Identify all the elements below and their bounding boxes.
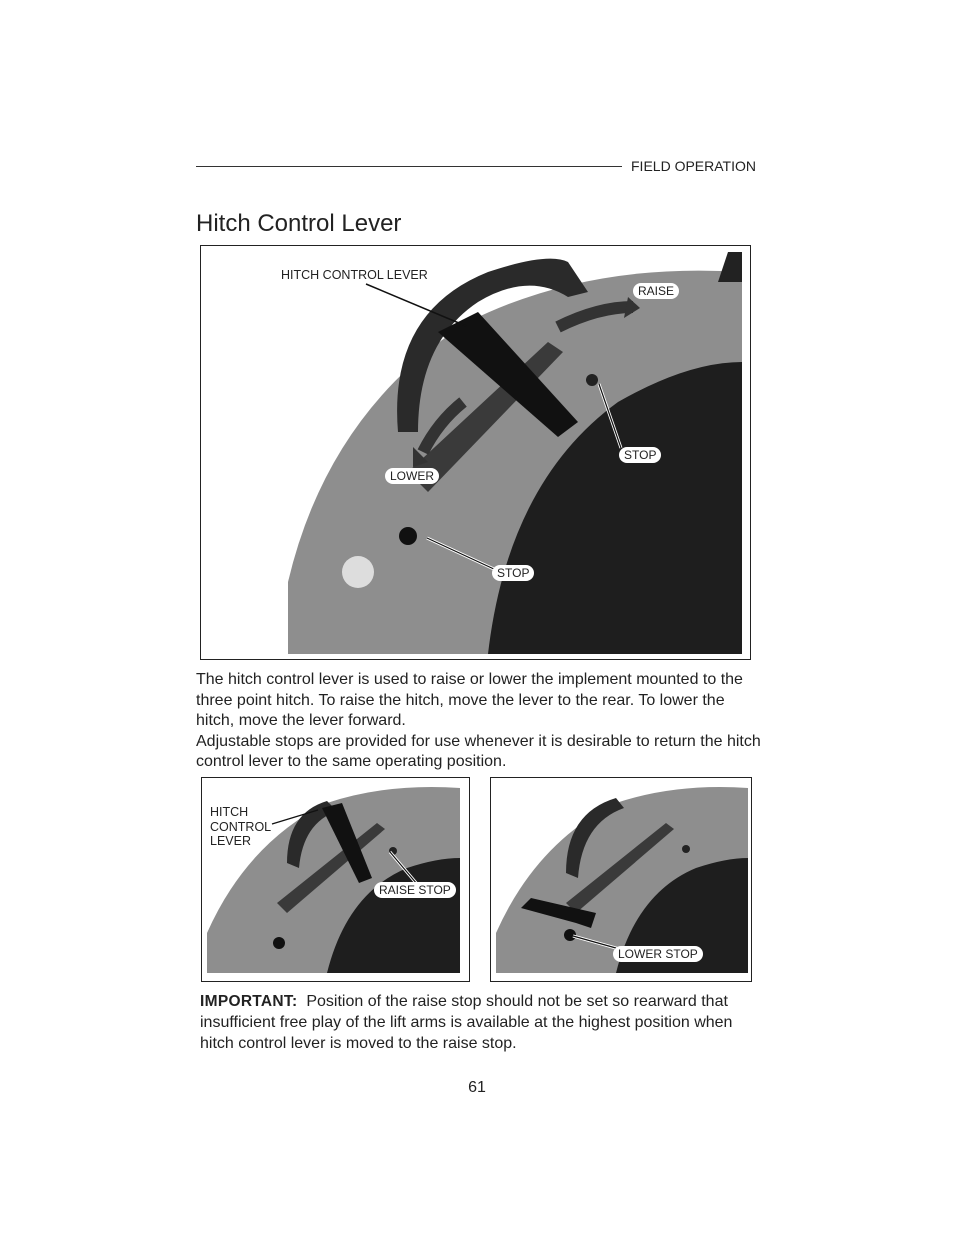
page-title: Hitch Control Lever [196,210,402,237]
label-lower-stop: LOWER STOP [613,946,703,962]
callout-lines [201,246,750,659]
header-rule [196,166,622,167]
label-raise-stop: RAISE STOP [374,882,456,898]
label-raise: RAISE [633,283,679,299]
important-label: IMPORTANT: [200,993,298,1010]
paragraph-1: The hitch control lever is used to raise or lower the implement mounted to the three point hitch. To raise the hitch, move the lever to the rear. To lower the hitch, move the lever forward. [196,671,743,729]
important-note [200,991,760,1054]
label-lower: LOWER [385,468,439,484]
label-line: CONTROL [210,819,272,834]
paragraph-2: Adjustable stops are provided for use whenever it is desirable to return the hitch control lever to the same operating position. [196,732,761,770]
important-text: Position of the raise stop should not be set so rearward that insufficient free play of the lift arms is available at the highest position when hitch control lever is moved to the raise stop. [200,993,733,1052]
label-hitch-control-lever [210,805,271,849]
lower-stop-figure [490,777,752,982]
label-stop-lower: STOP [492,565,534,581]
body-text [196,670,762,773]
label-line: LEVER [210,834,251,848]
page-number: 61 [468,1079,486,1096]
main-figure [200,245,751,660]
label-stop-upper: STOP [619,447,661,463]
section-header: FIELD OPERATION [631,158,756,174]
label-line: HITCH [210,805,249,819]
label-hitch-control-lever: HITCH CONTROL LEVER [281,268,428,282]
raise-stop-figure [201,777,470,982]
